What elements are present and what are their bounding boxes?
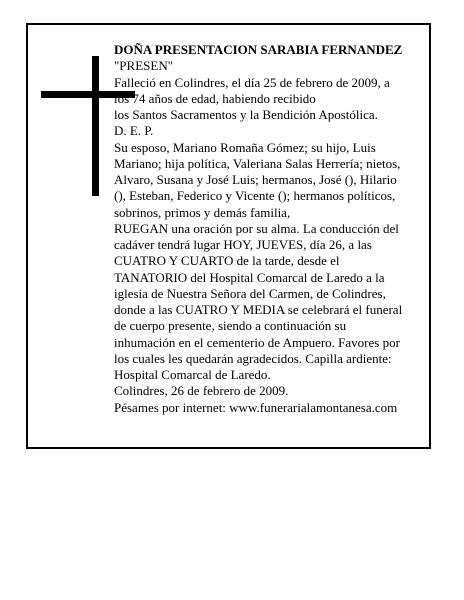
obituary-line: (), Esteban, Federico y Vicente (); hermanos políticos, bbox=[114, 188, 396, 204]
obituary-notice bbox=[26, 23, 431, 449]
obituary-line: Su esposo, Mariano Romaña Gómez; su hijo, Luis bbox=[114, 139, 376, 155]
obituary-line: Alvaro, Susana y José Luis; hermanos, José (), Hilario bbox=[114, 172, 397, 187]
deceased-name: DOÑA PRESENTACION SARABIA FERNANDEZ bbox=[114, 42, 403, 57]
obituary-line: de cuerpo presente, siendo a continuación su bbox=[114, 318, 347, 334]
obituary-line: Falleció en Colindres, el día 25 de febrero de 2009, a bbox=[114, 74, 390, 90]
obituary-line: "PRESEN" bbox=[114, 58, 174, 74]
obituary-line: inhumación en el cementerio de Ampuero. Favores por bbox=[114, 334, 400, 350]
obituary-line: Pésames por internet: www.funerarialamontanesa.com bbox=[114, 399, 398, 415]
obituary-text bbox=[114, 42, 424, 416]
obituary-line: Colindres, 26 de febrero de 2009. bbox=[114, 383, 289, 399]
cross-vertical-bar bbox=[92, 56, 99, 196]
obituary-line: los 74 años de edad, habiendo recibido bbox=[114, 90, 316, 106]
obituary-line: Hospital Comarcal de Laredo. bbox=[114, 367, 271, 382]
obituary-line: RUEGAN una oración por su alma. La conducción del bbox=[114, 220, 399, 236]
obituary-line: TANATORIO del Hospital Comarcal de Laredo a la bbox=[114, 269, 385, 285]
obituary-line: CUATRO Y CUARTO de la tarde, desde el bbox=[114, 253, 340, 269]
obituary-line: sobrinos, primos y demás familia, bbox=[114, 204, 291, 220]
obituary-line: cadáver tendrá lugar HOY, JUEVES, día 26, a las bbox=[114, 237, 372, 252]
obituary-line: donde a las CUATRO Y MEDIA se celebrará el funeral bbox=[114, 302, 403, 317]
obituary-line: los Santos Sacramentos y la Bendición Apostólica. bbox=[114, 107, 378, 122]
obituary-line: D. E. P. bbox=[114, 123, 154, 139]
obituary-line: Mariano; hija política, Valeriana Salas Herrería; nietos, bbox=[114, 155, 401, 171]
obituary-line: iglesia de Nuestra Señora del Carmen, de Colindres, bbox=[114, 285, 386, 301]
obituary-line: los cuales les quedarán agradecidos. Capilla ardiente: bbox=[114, 350, 392, 366]
